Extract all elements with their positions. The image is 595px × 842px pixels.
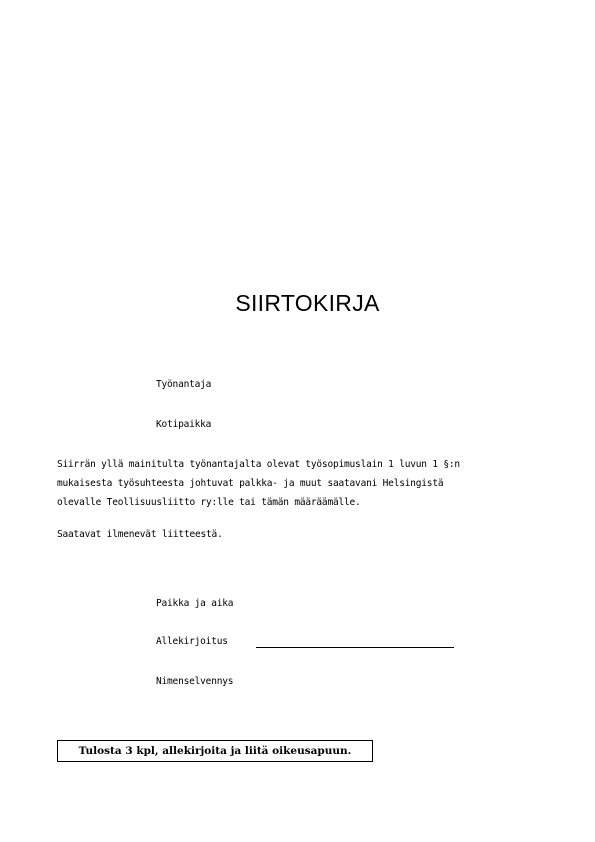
signature-line bbox=[256, 647, 454, 648]
instruction-box: Tulosta 3 kpl, allekirjoita ja liitä oikeusapuun. bbox=[57, 740, 373, 762]
employer-label: Työnantaja bbox=[156, 379, 212, 390]
document-title: SIIRTOKIRJA bbox=[235, 290, 380, 316]
transfer-paragraph-line: Siirrän yllä mainitulta työnantajalta olevat työsopimuslain 1 luvun 1 §:n bbox=[57, 459, 460, 470]
transfer-paragraph bbox=[57, 455, 527, 512]
signature-label: Allekirjoitus bbox=[156, 636, 228, 647]
name-clarification-label: Nimenselvennys bbox=[156, 676, 234, 687]
attachments-text: Saatavat ilmenevät liitteestä. bbox=[57, 529, 223, 540]
transfer-paragraph-line: mukaisesta työsuhteesta johtuvat palkka- ja muut saatavani Helsingistä bbox=[57, 478, 444, 489]
transfer-paragraph-line: olevalle Teollisuusliitto ry:lle tai tämän määräämälle. bbox=[57, 497, 361, 508]
place-date-label: Paikka ja aika bbox=[156, 598, 234, 609]
hometown-label: Kotipaikka bbox=[156, 419, 212, 430]
